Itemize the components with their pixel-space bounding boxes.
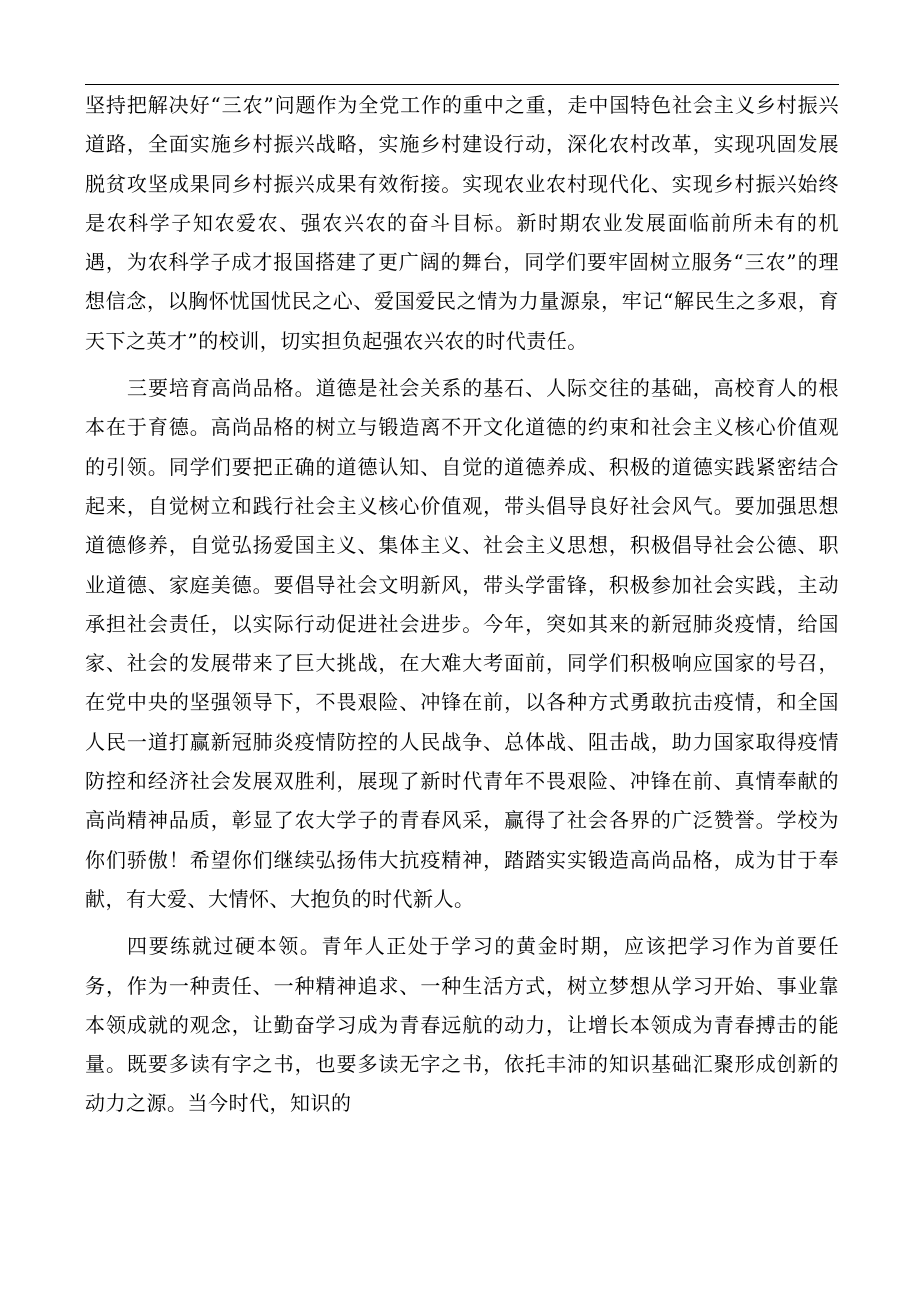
paragraph-continuation: 坚持把解决好“三农”问题作为全党工作的重中之重，走中国特色社会主义乡村振兴道路，全面实施乡村振兴战略，实施乡村建设行动，深化农村改革，实现巩固发展脱贫攻坚成果同乡村振兴成果有效衔接。实现农业农村现代化、实现乡村振兴始终是农科学子知农爱农、强农兴农的奋斗目标。新时期农业发展面临前所未有的机遇，为农科学子成才报国搭建了更广阔的舞台，同学们要牢固树立服务“三农”的理想信念，以胸怀忧国忧民之心、爱国爱民之情为力量源泉，牢记“解民生之多艰，育天下之英才”的校训，切实担负起强农兴农的时代责任。: [85, 93, 839, 353]
header-rule: [85, 84, 839, 85]
document-body: [85, 86, 839, 1132]
paragraph-cultivate-character: 三要培育高尚品格。道德是社会关系的基石、人际交往的基础，高校育人的根本在于育德。高尚品格的树立与锻造离不开文化道德的约束和社会主义核心价值观的引领。同学们要把正确的道德认知、自觉的道德养成、积极的道德实践紧密结合起来，自觉树立和践行社会主义核心价值观，带头倡导良好社会风气。要加强思想道德修养，自觉弘扬爱国主义、集体主义、社会主义思想，积极倡导社会公德、职业道德、家庭美德。要倡导社会文明新风，带头学雷锋，积极参加社会实践，主动承担社会责任，以实际行动促进社会进步。今年，突如其来的新冠肺炎疫情，给国家、社会的发展带来了巨大挑战，在大难大考面前，同学们积极响应国家的号召，在党中央的坚强领导下，不畏艰险、冲锋在前，以各种方式勇敢抗击疫情，和全国人民一道打赢新冠肺炎疫情防控的人民战争、总体战、阻击战，助力国家取得疫情防控和经济社会发展双胜利，展现了新时代青年不畏艰险、冲锋在前、真情奉献的高尚精神品质，彰显了农大学子的青春风采，赢得了社会各界的广泛赞誉。学校为你们骄傲！希望你们继续弘扬伟大抗疫精神，踏踏实实锻造高尚品格，成为甘于奉献，有大爱、大情怀、大抱负的时代新人。: [85, 376, 839, 911]
paragraph-master-skills: 四要练就过硬本领。青年人正处于学习的黄金时期，应该把学习作为首要任务，作为一种责任、一种精神追求、一种生活方式，树立梦想从学习开始、事业靠本领成就的观念，让勤奋学习成为青春远航的动力，让增长本领成为青春搏击的能量。既要多读有字之书，也要多读无字之书，依托丰沛的知识基础汇聚形成创新的动力之源。当今时代，知识的: [85, 934, 839, 1116]
